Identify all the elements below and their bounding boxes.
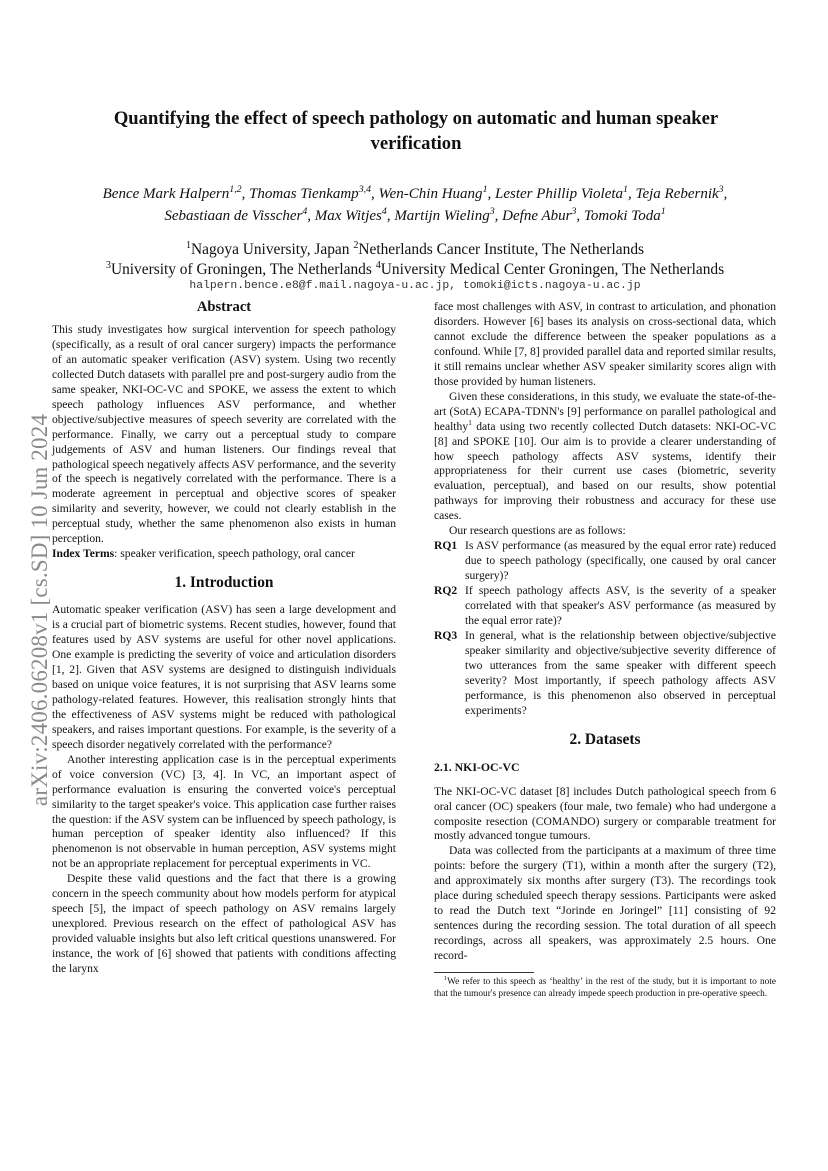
author-affiliation-marker: 3,4 xyxy=(358,184,372,195)
affiliation-number: 2 xyxy=(353,239,359,251)
author-name: Martijn Wieling xyxy=(394,208,490,224)
author-affiliation-marker: 1 xyxy=(623,184,628,195)
introduction-heading: 1. Introduction xyxy=(174,574,274,592)
author-name: Bence Mark Halpern xyxy=(102,186,230,202)
affiliation-text: University Medical Center Groningen, The Netherlands xyxy=(380,261,725,278)
affiliation-number: 1 xyxy=(185,239,192,251)
footnote xyxy=(434,977,776,1000)
author-affiliation-marker: 3 xyxy=(489,206,495,217)
author-name: Defne Abur xyxy=(502,208,572,224)
intro-paragraph: Given these considerations, in this study, we evaluate the state-of-the-art (SotA) ECAPA-TDNN's [9] performance on parallel pathological and healthy$^1$ data using two recently collected Dutch datasets: NKI-OC-VC [8] and SPOKE [10]. Our aim is to provide a clearer understanding of how speech pathology affects ASV systems, identify their appropriateness for their current use cases (biometric, severity evaluation, perceptual), and based on our results, show potential pathways for improving their robustness and accuracy for these use cases. xyxy=(434,389,776,523)
author-name: Lester Phillip Violeta xyxy=(495,186,624,202)
research-question-text: If speech pathology affects ASV, is the severity of a speaker correlated with that speaker's ASV performance (as measured by the equal error rate)? xyxy=(465,584,776,628)
left-column xyxy=(52,300,396,977)
arxiv-identifier-text: arXiv:2406.06208v1 [cs.SD] 10 Jun 2024 xyxy=(27,413,52,807)
intro-paragraph: Another interesting application case is in the perceptual experiments of voice conversion (VC) [3, 4]. In VC, an important aspect of performance evaluation is ensuring the converted voice's perceptual similarity to the target speaker's voice. This application case further raises the question: if the ASV system can be influenced by speech pathology, is human perception of speaker identity also influenced? If this phenomenon is not observable in human perception, ASV systems might not be an appropriate replacement for perceptual experiments in VC. xyxy=(52,752,396,871)
footnote-marker[interactable]: 1 xyxy=(468,417,472,427)
author-name: Sebastiaan de Visscher xyxy=(164,208,303,224)
paper-title: Quantifying the effect of speech pathology on automatic and human speaker verification xyxy=(113,108,719,154)
research-questions xyxy=(434,539,776,718)
research-question-label: RQ1 xyxy=(434,539,458,553)
affiliations xyxy=(70,240,760,280)
author-affiliation-marker: 1 xyxy=(482,184,488,195)
author-emails: halpern.bence.e8@f.mail.nagoya-u.ac.jp, tomoki@icts.nagoya-u.ac.jp xyxy=(189,280,641,292)
author-affiliation-marker: 3 xyxy=(718,184,724,195)
intro-paragraph: Automatic speaker verification (ASV) has seen a large development and is a crucial part of biometric systems. Recent studies, however, found that features used by ASV systems are useful for other novel applications. One example is predicting the severity of voice and articulation disorders [1, 2]. Given that ASV systems are designed to distinguish individuals based on unique voice features, it is not surprising that ASV learns some pathology-related features. However, this realisation strongly hints that the effectiveness of ASV systems might be reduced with pathological speakers, and raises important questions. For example, is the severity of a speech disorder negatively correlated with the performance? xyxy=(52,603,396,751)
intro-paragraph: Our research questions are as follows: xyxy=(449,524,626,538)
author-affiliation-marker: 4 xyxy=(381,206,387,217)
affiliation-line-2 xyxy=(70,260,760,280)
affiliation-line-1 xyxy=(70,240,760,260)
research-question xyxy=(434,539,776,584)
author-name: Max Witjes xyxy=(314,208,382,224)
research-question-text: Is ASV performance (as measured by the equal error rate) reduced due to speech pathology (specifically, one caused by oral cancer surgery)? xyxy=(465,539,776,583)
author-name: Wen-Chin Huang xyxy=(378,186,483,202)
intro-paragraph: face most challenges with ASV, in contrast to articulation, and phonation disorders. However [6] bases its analysis on cross-sectional data, which cannot exclude the difference between the speaker populations as a confound. While [7, 8] provided parallel data and reported similar results, it still remains unclear whether ASV speaker similarity scores align with those provided by human listeners. xyxy=(434,300,777,388)
intro-paragraph: Despite these valid questions and the fact that there is a growing concern in the speech community about how models perform for atypical speech [5], the impact of speech pathology on ASV remains largely unexplored. Previous research on the effect of pathological ASV has provided valuable insights but also left critical questions unanswered. For instance, the work of [6] showed that patients with conditions affecting the larynx xyxy=(52,872,396,976)
datasets-heading: 2. Datasets xyxy=(569,730,641,748)
author-affiliation-marker: 3 xyxy=(571,206,577,217)
author-name: Tomoki Toda xyxy=(583,208,661,224)
author-affiliation-marker: 4 xyxy=(302,206,308,217)
footnote-number: 1 xyxy=(444,975,448,982)
author-list: Bence Mark Halpern$^{1,2}$, Thomas Tienkamp$^{3,4}$, Wen-Chin Huang$^1$, Lester Phillip Violeta$^1$, Teja Rebernik$^3$, Sebastiaan de Visscher$^4$, Max Witjes$^4$, Martijn Wieling$^3$, Defne Abur$^3$, Tomoki Toda$^1$ xyxy=(102,184,728,224)
author-name: Thomas Tienkamp xyxy=(249,186,359,202)
index-terms-text: : speaker verification, speech pathology, oral cancer xyxy=(114,547,355,561)
right-column xyxy=(434,300,776,1000)
research-question xyxy=(434,629,776,719)
datasets-paragraph: Data was collected from the participants at a maximum of three time points: before the surgery (T1), within a month after the surgery (T2), and approximately six months after surgery (T3). The recordings took place during scheduled speech therapy sessions. Participants were asked to read the Dutch text “Jorinde en Joringel” [11] consisting of 92 sentences during the recording session. The total duration of all speech recordings, across all speakers, was approximately 2.5 hours. One record- xyxy=(434,844,776,963)
research-question-text: In general, what is the relationship between objective/subjective speaker similarity and objective/subjective severity difference of two utterances from the same speaker with different speech severity? Most importantly, if speech pathology affects ASV performance, is this phenomenon also observed in perceptual experiments? xyxy=(465,628,776,717)
research-question xyxy=(434,584,776,629)
affiliation-text: University of Groningen, The Netherlands xyxy=(110,261,376,278)
index-terms xyxy=(52,547,396,562)
footnote-rule xyxy=(434,972,534,973)
index-terms-label: Index Terms xyxy=(52,547,115,561)
research-question-label: RQ3 xyxy=(434,628,458,642)
research-question-label: RQ2 xyxy=(434,584,458,598)
affiliation-text: Netherlands Cancer Institute, The Netherlands xyxy=(358,241,645,258)
affiliation-number: 4 xyxy=(375,259,381,271)
author-affiliation-marker: 1 xyxy=(660,206,666,217)
datasets-paragraph: The NKI-OC-VC dataset [8] includes Dutch pathological speech from 6 oral cancer (OC) speakers (four male, two female) who had undergone a composite resection (COMANDO) surgery or comparable treatment for mostly advanced tongue tumours. xyxy=(434,784,776,843)
footnote-text: We refer to this speech as ‘healthy’ in the rest of the study, but it is important to note that the tumour's presence can already impede speech production in pre-operative speech. xyxy=(434,977,776,999)
nki-oc-vc-subheading: 2.1. NKI-OC-VC xyxy=(434,759,520,774)
author-name: Teja Rebernik xyxy=(635,186,719,202)
author-affiliation-marker: 1,2 xyxy=(229,184,242,195)
abstract-text: This study investigates how surgical intervention for speech pathology (specifically, as a result of oral cancer surgery) impacts the performance of an automatic speaker verification (ASV) system. Using two recently collected Dutch datasets with parallel pre and post-surgery audio from the same speaker, NKI-OC-VC and SPOKE, we assess the extent to which speech pathology influences ASV performance, and whether objective/subjective measures of speech severity are correlated with the performance. Finally, we carry out a perceptual study to compare judgements of ASV and human listeners. Our findings reveal that pathological speech negatively affects ASV performance, and the severity of the speech is negatively correlated with the performance. There is a moderate agreement in perceptual and objective scores of speaker similarity and severity, however, we could not clearly establish in the perceptual study, whether the same phenomenon also exists in human perception. xyxy=(52,322,396,546)
affiliation-text: Nagoya University, Japan xyxy=(191,241,354,258)
affiliation-number: 3 xyxy=(105,259,111,271)
abstract-heading: Abstract xyxy=(196,299,252,315)
